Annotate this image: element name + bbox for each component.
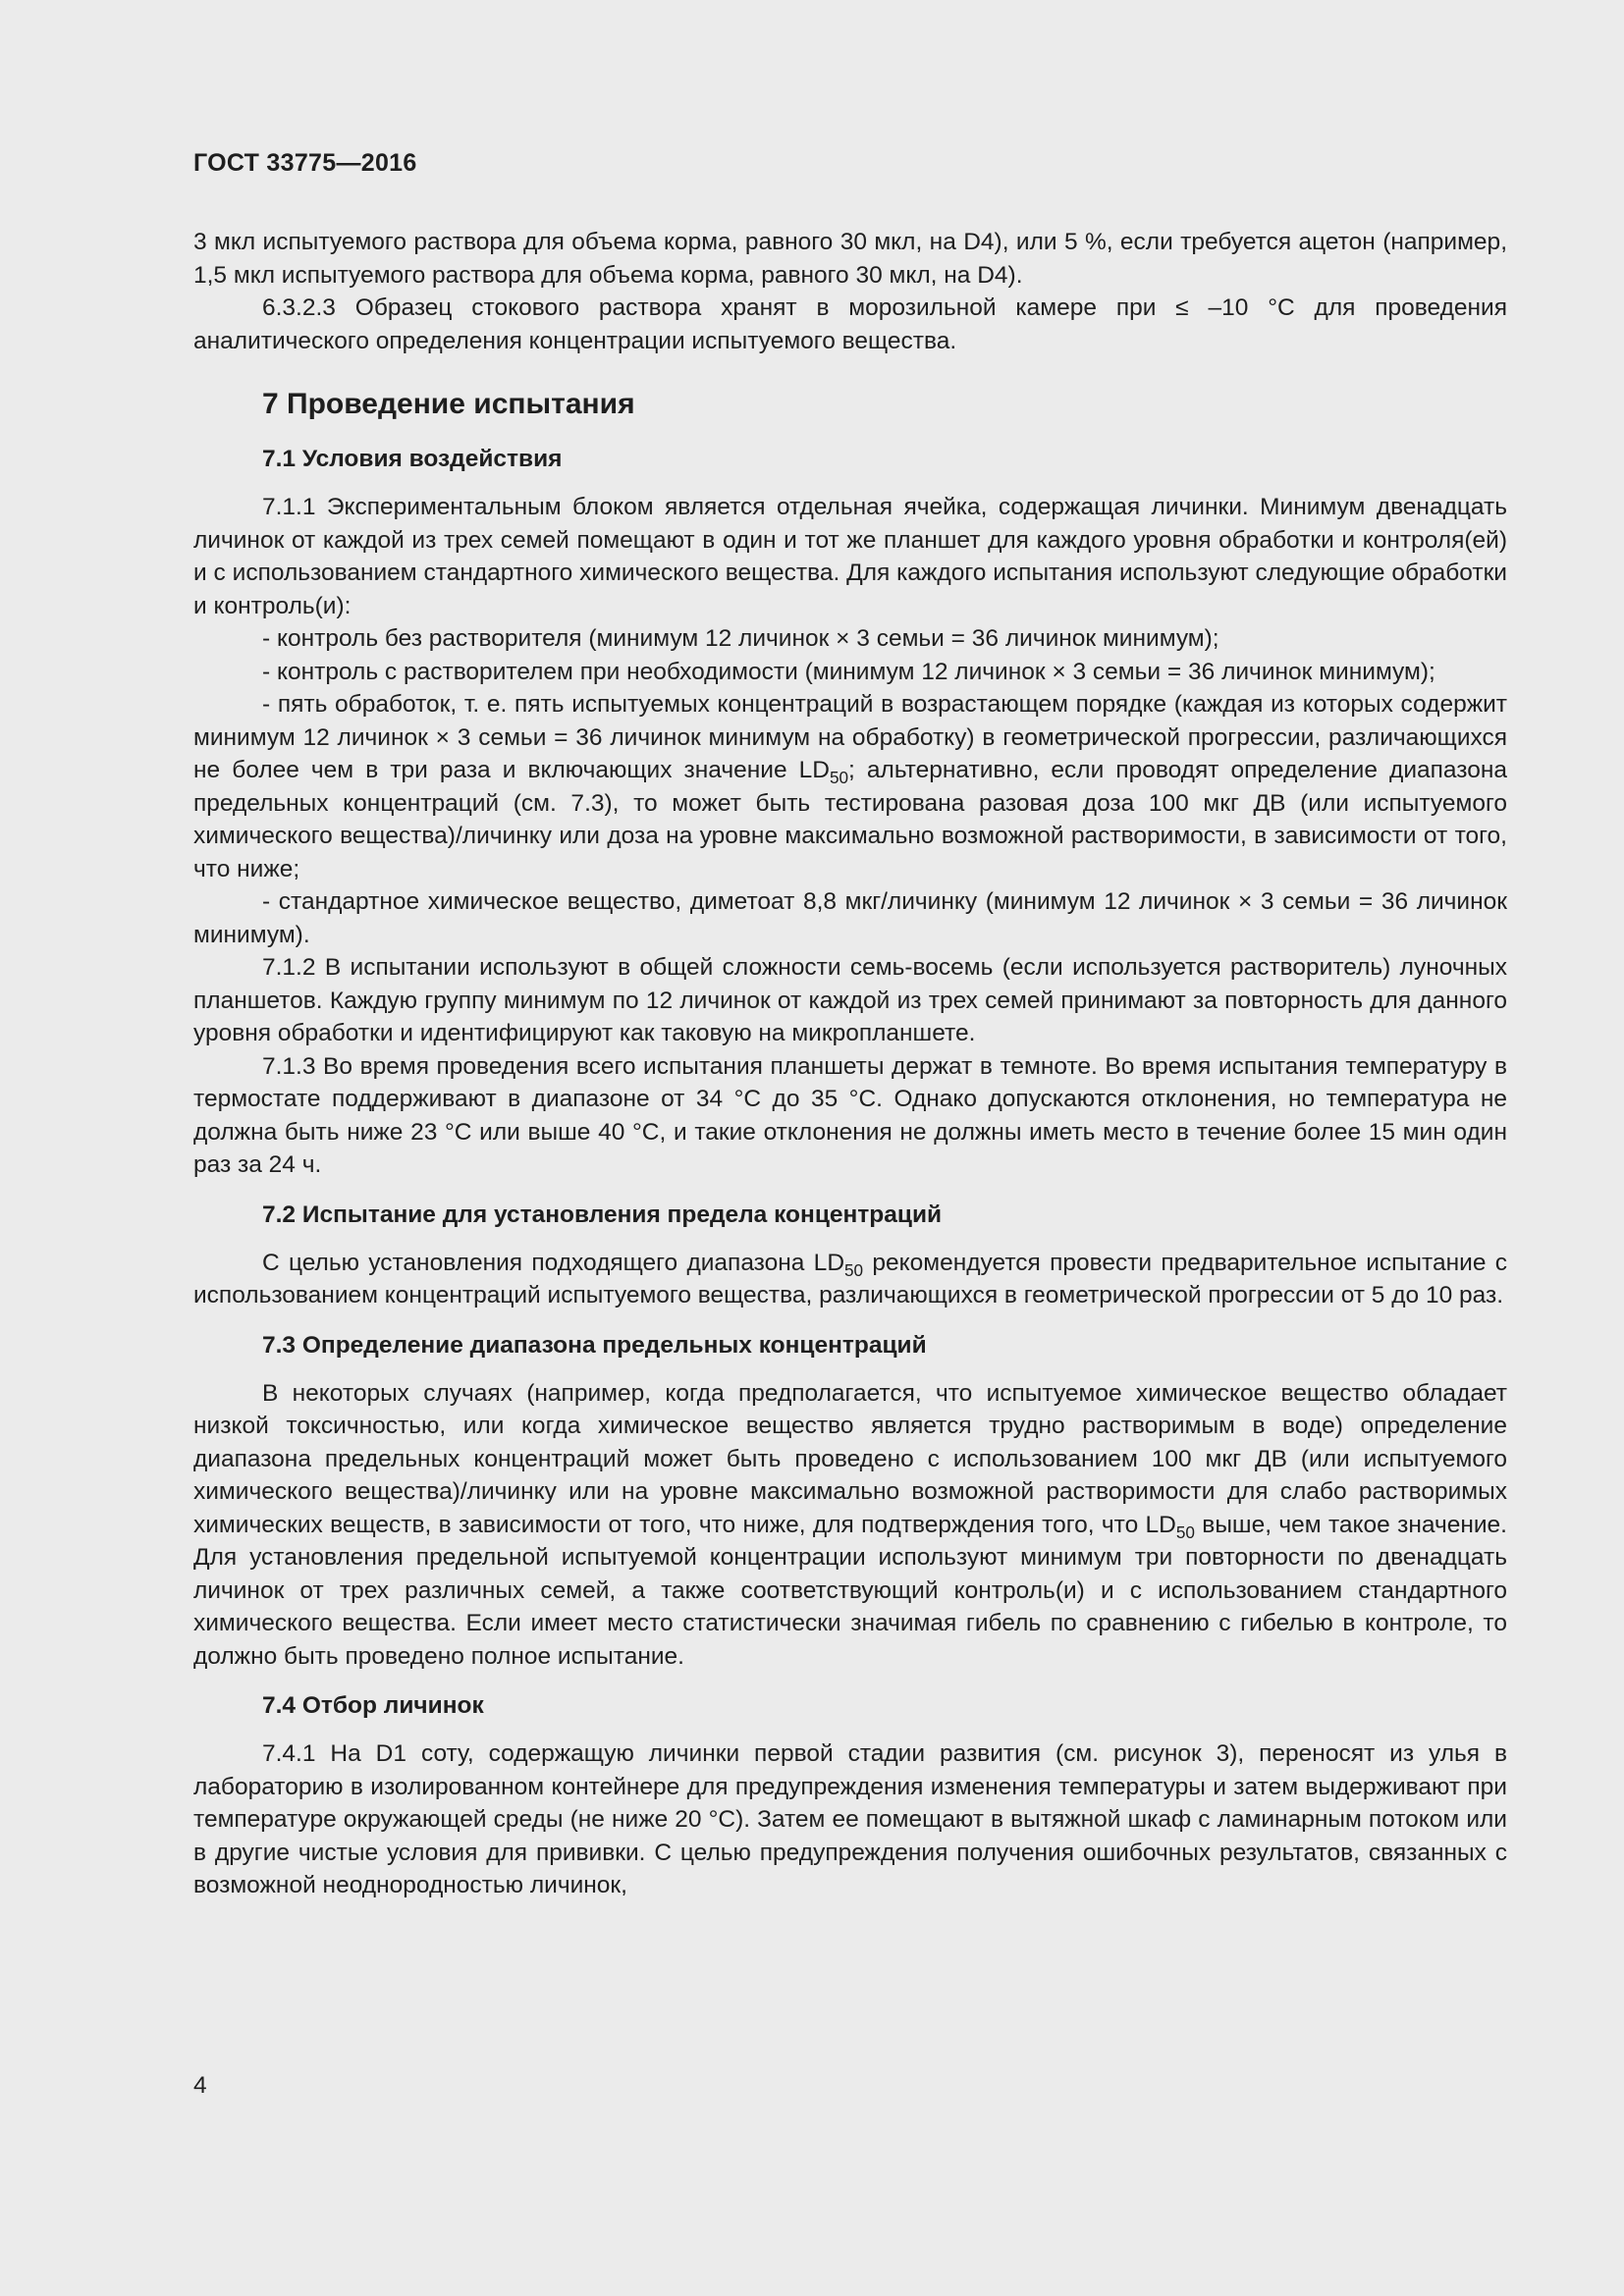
paragraph-7-1-3: 7.1.3 Во время проведения всего испытания планшеты держат в темноте. Во время испытания температуру в термостате поддерживают в диапазоне от 34 °С до 35 °С. Однако допускаются отклонения, но температура не должна быть ниже 23 °С или выше 40 °С, и такие отклонения не должны иметь место в течение более 15 мин один раз за 24 ч.	[193, 1052, 1507, 1178]
section-7-1-title: 7.1 Условия воздействия	[262, 446, 563, 472]
paragraph-7-1-2: 7.1.2 В испытании используют в общей сложности семь-восемь (если используется растворитель) луночных планшетов. Каждую группу минимум по 12 личинок от каждой из трех семей принимают за повторность для данного уровня обработки и идентифицируют как таковую на микропланшете.	[193, 954, 1507, 1046]
page-number: 4	[193, 2072, 207, 2099]
paragraph-7-2-text-b: рекомендуется провести предварительное испытание с использованием концентраций испытуемого вещества, различающихся в геометрической прогрессии от 5 до 10 раз.	[193, 1249, 1507, 1308]
ld-subscript: 50	[844, 1259, 864, 1280]
paragraph-7-1-1: 7.1.1 Экспериментальным блоком является отдельная ячейка, содержащая личинки. Минимум двенадцать личинок от каждой из трех семей помещают в один и тот же планшет для каждого уровня обработки и контроля(ей) и с использованием стандартного химического вещества. Для каждого испытания используют следующие обработки и контроль(и):	[193, 494, 1507, 619]
list-item-3	[193, 688, 1507, 885]
section-7-title: 7 Проведение испытания	[262, 388, 635, 420]
paragraph-7-3	[193, 1377, 1507, 1674]
list-item-3-text-b: ; альтернативно, если проводят определение диапазона предельных концентраций (см. 7.3), то может быть тестирована разовая доза 100 мкг ДВ (или испытуемого химического вещества)/личинку или доза на уровне максимально возможной растворимости, в зависимости от того, что ниже;	[193, 757, 1507, 882]
ld-subscript: 50	[1175, 1522, 1195, 1542]
section-7-4-title: 7.4 Отбор личинок	[262, 1692, 484, 1719]
paragraph-7-2-text-a: С целью установления подходящего диапазона LD	[262, 1249, 845, 1276]
paragraph-7-3-text-b: выше, чем такое значение. Для установления предельной испытуемой концентрации используют минимум три повторности по двенадцать личинок от трех различных семей, а также соответствующий контроль(и) и с использованием стандартного химического вещества. Если имеет место статистически значимая гибель по сравнению с гибелью в контроле, то должно быть проведено полное испытание.	[193, 1511, 1507, 1670]
list-item-4: - стандартное химическое вещество, диметоат 8,8 мкг/личинку (минимум 12 личинок × 3 семьи = 36 личинок минимум).	[193, 888, 1507, 948]
paragraph-7-2	[193, 1247, 1507, 1312]
section-7-2-title: 7.2 Испытание для установления предела концентраций	[262, 1201, 943, 1228]
paragraph-7-3-text-a: В некоторых случаях (например, когда предполагается, что испытуемое химическое вещество обладает низкой токсичностью, или когда химическое вещество является трудно растворимым в воде) определение диапазона предельных концентраций может быть проведено с использованием 100 мкг ДВ (или испытуемого химического вещества)/личинку или на уровне максимально возможной растворимости для слабо растворимых химических веществ, в зависимости от того, что ниже, для подтверждения того, что LD	[193, 1379, 1507, 1538]
list-item-2: - контроль с растворителем при необходимости (минимум 12 личинок × 3 семьи = 36 личинок минимум);	[262, 658, 1435, 685]
paragraph-7-4-1: 7.4.1 На D1 соту, содержащую личинки первой стадии развития (см. рисунок 3), переносят из улья в лабораторию в изолированном контейнере для предупреждения изменения температуры и затем выдерживают при температуре окружающей среды (не ниже 20 °С). Затем ее помещают в вытяжной шкаф с ламинарным потоком или в другие чистые условия для прививки. С целью предупреждения получения ошибочных результатов, связанных с возможной неоднородностью личинок,	[193, 1740, 1507, 1898]
list-item-1: - контроль без растворителя (минимум 12 личинок × 3 семьи = 36 личинок минимум);	[262, 625, 1219, 652]
list-item-3-text-a: - пять обработок, т. е. пять испытуемых концентраций в возрастающем порядке (каждая из которых содержит минимум 12 личинок × 3 семьи = 36 личинок минимум на обработку) в геометрической прогрессии, различающихся не более чем в три раза и включающих значение LD	[193, 691, 1507, 783]
paragraph-6-3-2-3: 6.3.2.3 Образец стокового раствора хранят в морозильной камере при ≤ –10 °С для проведения аналитического определения концентрации испытуемого вещества.	[193, 294, 1507, 354]
document-body	[193, 226, 1507, 1902]
ld-subscript: 50	[829, 768, 849, 787]
paragraph-continuation: 3 мкл испытуемого раствора для объема корма, равного 30 мкл, на D4), или 5 %, если требуется ацетон (например, 1,5 мкл испытуемого раствора для объема корма, равного 30 мкл, на D4).	[193, 229, 1507, 289]
section-7-3-title: 7.3 Определение диапазона предельных концентраций	[262, 1331, 927, 1359]
document-header: ГОСТ 33775—2016	[193, 149, 417, 177]
